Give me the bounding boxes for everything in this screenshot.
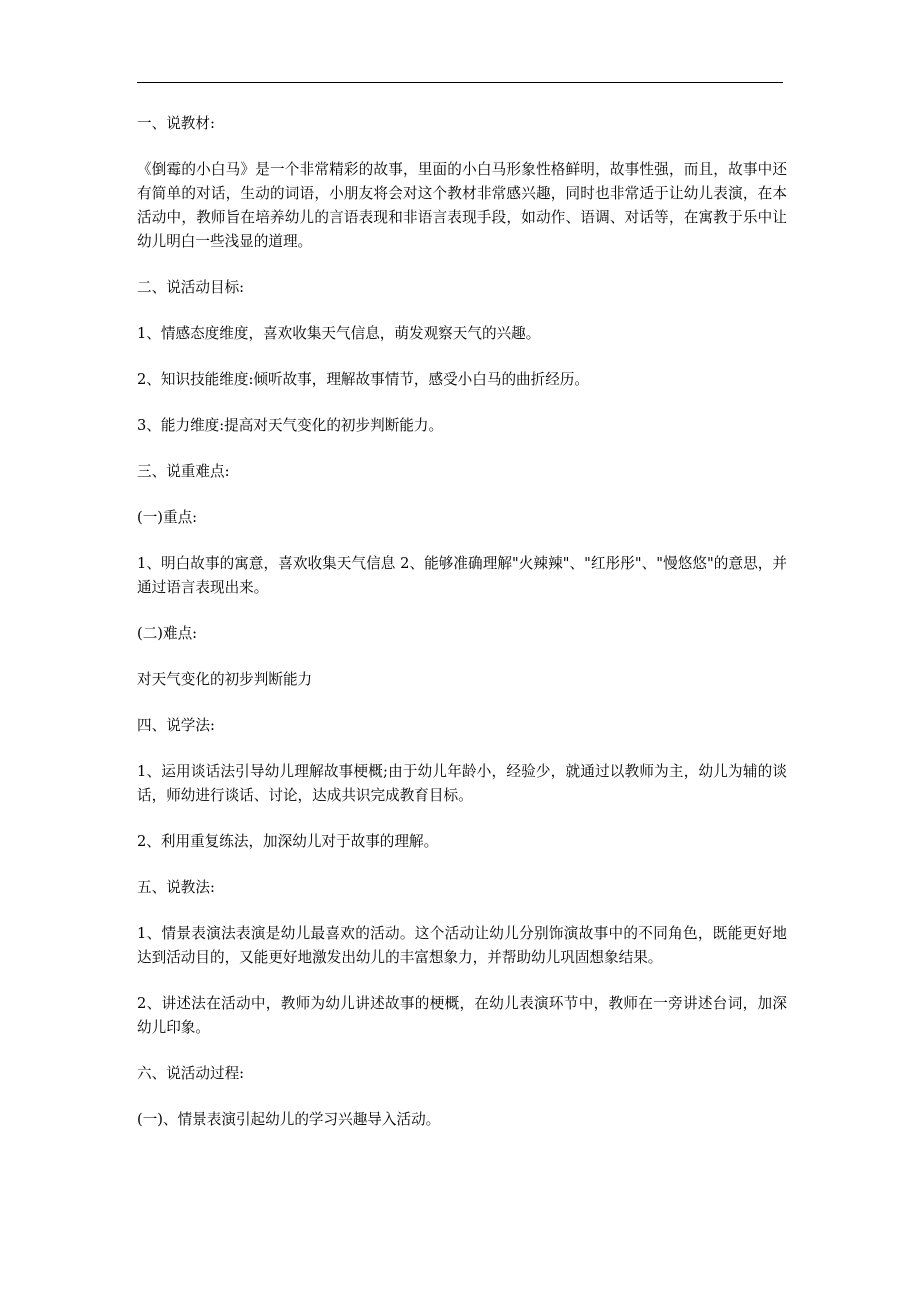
- list-item: 2、讲述法在活动中，教师为幼儿讲述故事的梗概，在幼儿表演环节中，教师在一旁讲述台词，加深幼儿印象。: [137, 995, 787, 1036]
- list-item: 1、情景表演法表演是幼儿最喜欢的活动。这个活动让幼儿分别饰演故事中的不同角色，既能更好地达到活动目的，又能更好地激发出幼儿的丰富想象力，并帮助幼儿巩固想象结果。: [137, 925, 787, 966]
- section-heading-teaching-material: 一、说教材:: [137, 115, 215, 132]
- document-body: [137, 112, 787, 1154]
- section-heading-activity-goals: 二、说活动目标:: [137, 279, 245, 296]
- section-heading-teaching-method: 五、说教法:: [137, 879, 215, 896]
- list-item: 2、利用重复练法，加深幼儿对于故事的理解。: [137, 833, 439, 850]
- subheading-difficulty: (二)难点:: [137, 625, 198, 642]
- header-rule: [137, 82, 783, 83]
- list-item: 1、情感态度维度，喜欢收集天气信息，萌发观察天气的兴趣。: [137, 325, 541, 342]
- list-item: 3、能力维度:提高对天气变化的初步判断能力。: [137, 417, 444, 434]
- subheading-process-step: (一)、情景表演引起幼儿的学习兴趣导入活动。: [137, 1111, 441, 1128]
- paragraph: 对天气变化的初步判断能力: [137, 671, 313, 688]
- section-heading-learning-method: 四、说学法:: [137, 717, 215, 734]
- paragraph: 《倒霉的小白马》是一个非常精彩的故事，里面的小白马形象性格鲜明，故事性强，而且，故事中还有简单的对话，生动的词语，小朋友将会对这个教材非常感兴趣，同时也非常适于让幼儿表演，在本活动中，教师旨在培养幼儿的言语表现和非语言表现手段，如动作、语调、对话等，在寓教于乐中让幼儿明白一些浅显的道理。: [137, 161, 787, 250]
- list-item: 1、明白故事的寓意，喜欢收集天气信息 2、能够准确理解"火辣辣"、"红彤彤"、"慢悠悠"的意思，并通过语言表现出来。: [137, 555, 787, 596]
- section-heading-key-points: 三、说重难点:: [137, 463, 230, 480]
- section-heading-activity-process: 六、说活动过程:: [137, 1065, 245, 1082]
- subheading-key-point: (一)重点:: [137, 509, 198, 526]
- list-item: 1、运用谈话法引导幼儿理解故事梗概;由于幼儿年龄小，经验少，就通过以教师为主，幼儿为辅的谈话，师幼进行谈话、讨论，达成共识完成教育目标。: [137, 763, 787, 804]
- list-item: 2、知识技能维度:倾听故事，理解故事情节，感受小白马的曲折经历。: [137, 371, 590, 388]
